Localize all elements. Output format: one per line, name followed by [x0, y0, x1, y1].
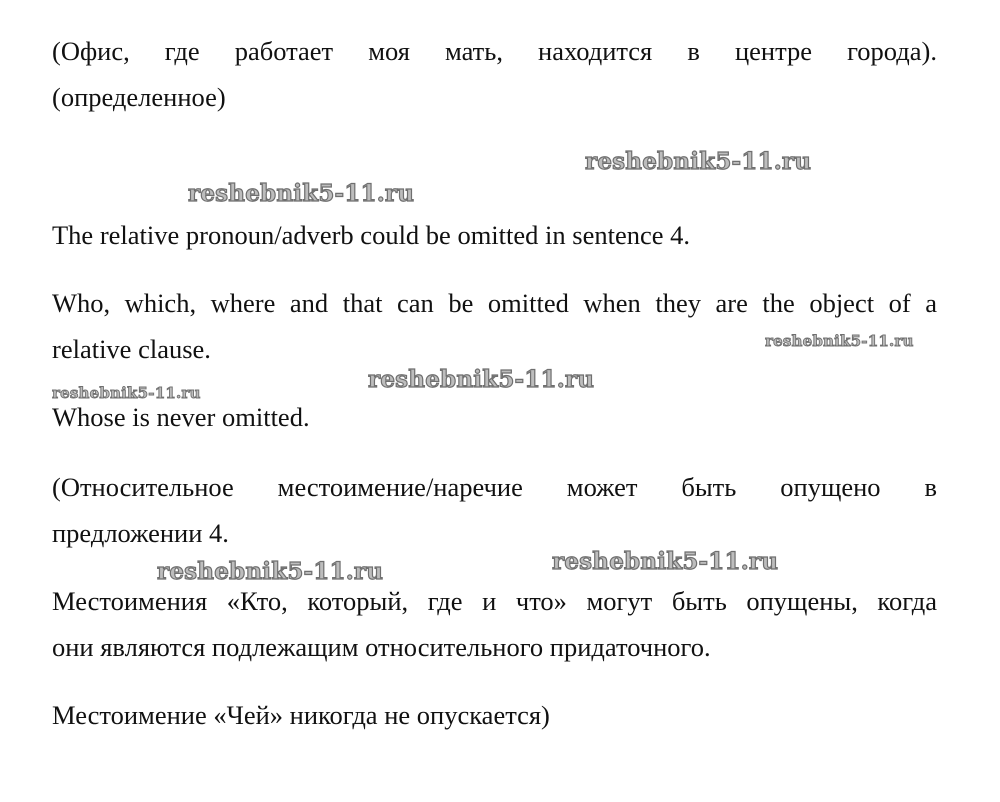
- paragraph-line: Whose is never omitted.: [52, 402, 310, 432]
- paragraph-russian-pronouns: [52, 578, 937, 670]
- paragraph-whose-rule: [52, 394, 937, 440]
- paragraph-office-translation: [52, 28, 937, 120]
- paragraph-omission-sentence: [52, 212, 937, 258]
- paragraph-omission-rule: [52, 280, 937, 372]
- paragraph-line: (Относительное местоимение/наречие может быть опущено в: [52, 472, 937, 502]
- paragraph-line: (определенное): [52, 82, 226, 112]
- paragraph-line: они являются подлежащим относительного придаточного.: [52, 632, 711, 662]
- watermark-text: reshebnik5-11.ru: [765, 332, 914, 350]
- paragraph-line: (Офис, где работает моя мать, находится в центре города).: [52, 36, 937, 66]
- paragraph-line: Who, which, where and that can be omitted when they are the object of a: [52, 288, 937, 318]
- paragraph-russian-whose: [52, 692, 937, 738]
- paragraph-line: Местоимение «Чей» никогда не опускается): [52, 700, 550, 730]
- paragraph-line: The relative pronoun/adverb could be omitted in sentence 4.: [52, 220, 690, 250]
- paragraph-line: предложении 4.: [52, 518, 229, 548]
- paragraph-line: relative clause.: [52, 334, 211, 364]
- watermark-text: reshebnik5-11.ru: [52, 384, 201, 402]
- paragraph-line: Местоимения «Кто, который, где и что» могут быть опущены, когда: [52, 586, 937, 616]
- paragraph-russian-omission: [52, 464, 937, 556]
- watermark-text: reshebnik5-11.ru: [368, 366, 595, 393]
- watermark-text: reshebnik5-11.ru: [188, 180, 415, 207]
- watermark-text: reshebnik5-11.ru: [157, 558, 384, 585]
- watermark-text: reshebnik5-11.ru: [552, 548, 779, 575]
- watermark-text: reshebnik5-11.ru: [585, 148, 812, 175]
